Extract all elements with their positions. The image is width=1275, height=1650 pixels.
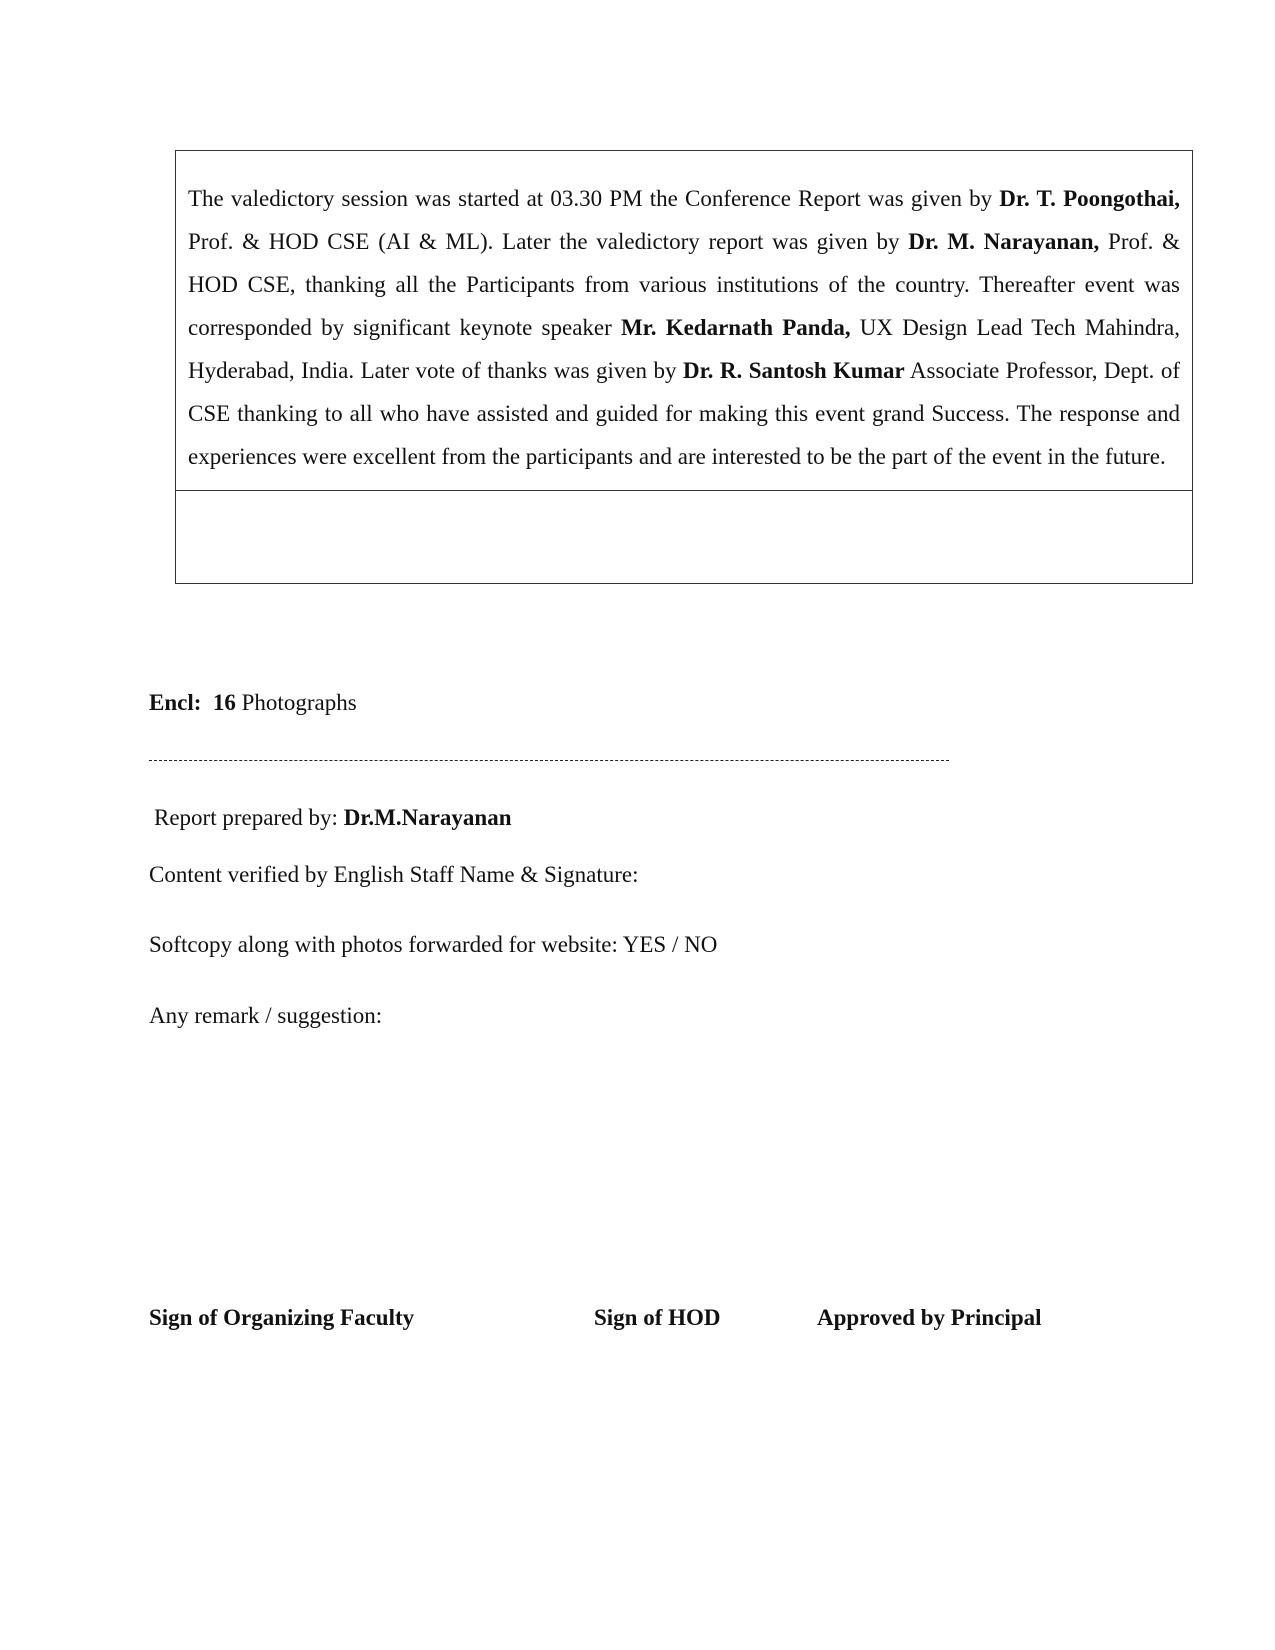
encl-label: Encl: [149, 690, 202, 715]
report-text-4: UX Design Lead Tech Mahindra, Hyderabad, India. Later vote of thanks was given by [188, 315, 1180, 383]
approved-by-principal: Approved by Principal [817, 1305, 1042, 1330]
report-text-3: Prof. & HOD CSE, thanking all the Participants from various institutions of the country. Thereafter event was corresponded by significant keynote speaker [188, 229, 1181, 340]
speaker-kedarnath-panda: Mr. Kedarnath Panda, [620, 315, 851, 340]
dashed-divider [149, 760, 949, 761]
prepared-by-line [154, 805, 512, 831]
speaker-santosh-kumar: Dr. R. Santosh Kumar [682, 358, 905, 383]
report-text-5: Associate Professor, Dept. of CSE thanking to all who have assisted and guided for making this event grand Success. The response and experiences were excellent from the participants and are interested to be the part of the event in the future. [188, 358, 1181, 469]
softcopy-line: Softcopy along with photos forwarded for website: YES / NO [149, 932, 718, 957]
sign-hod: Sign of HOD [594, 1305, 721, 1330]
report-text-2: Prof. & HOD CSE (AI & ML). Later the valedictory report was given by [188, 229, 909, 254]
enclosure-line [149, 690, 357, 716]
empty-table-cell [176, 491, 1192, 583]
prepared-name: Dr.M.Narayanan [343, 805, 512, 830]
speaker-narayanan: Dr. M. Narayanan, [908, 229, 1100, 254]
prepared-label: Report prepared by: [154, 805, 338, 830]
content-verified-line: Content verified by English Staff Name & Signature: [149, 862, 639, 887]
remark-line: Any remark / suggestion: [149, 1003, 383, 1028]
speaker-poongothai: Dr. T. Poongothai, [999, 186, 1180, 211]
valedictory-report-paragraph [176, 151, 1192, 491]
sign-organizing-faculty: Sign of Organizing Faculty [149, 1305, 415, 1330]
encl-text: Photographs [241, 690, 357, 715]
report-table [175, 150, 1193, 584]
report-text-1: The valedictory session was started at 03.30 PM the Conference Report was given by [188, 186, 1000, 211]
encl-count: 16 [212, 690, 236, 715]
